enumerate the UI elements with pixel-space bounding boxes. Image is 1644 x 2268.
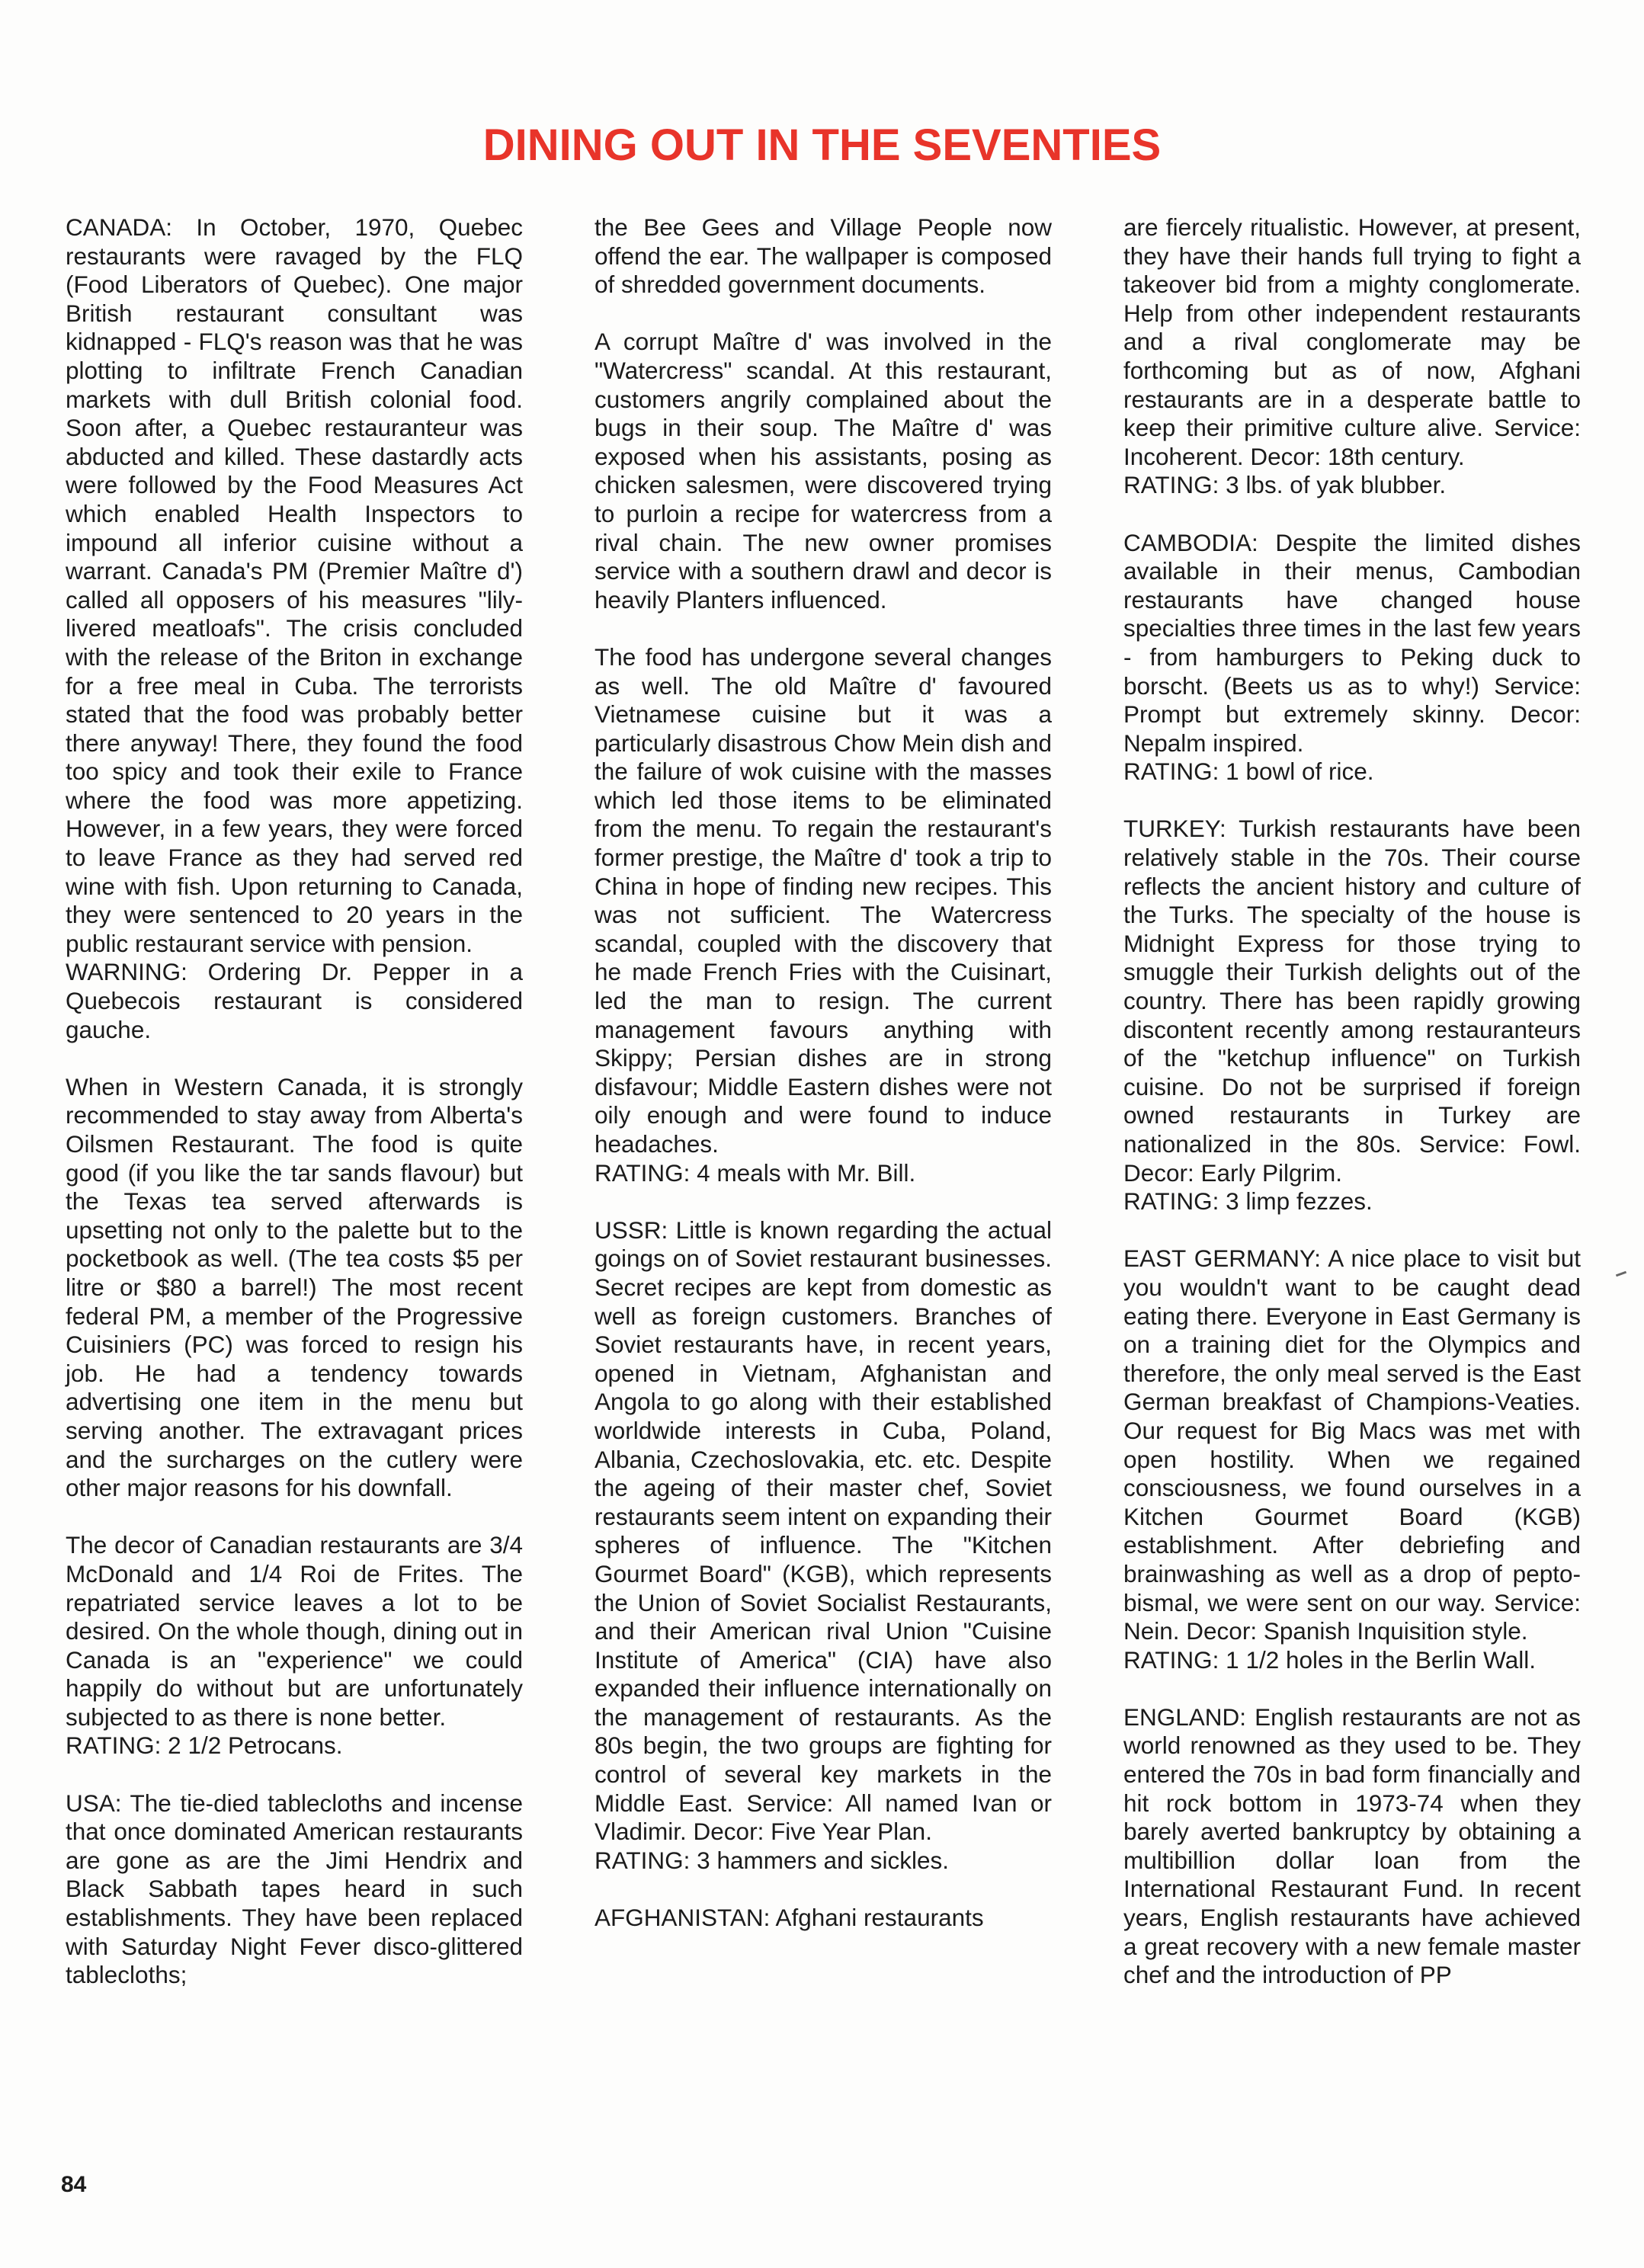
paragraph-western-canada: When in Western Canada, it is strongly recommended to stay away from Alberta's Oilsmen Restaurant. The food is quite good (if you like the tar sands flavour) but the Texas tea served afterwards is upsetting not only to the palette but to the pocketbook as well. (The tea costs $5 per litre or $80 a barrel!) The most recent federal PM, a member of the Progressive Cuisiniers (PC) was forced to resign his job. He had a tendency towards advertising one item in the menu but serving another. The extravagant prices and the surcharges on the cutlery were other major reasons for his downfall.: [66, 1072, 523, 1502]
paragraph-cambodia: CAMBODIA: Despite the limited dishes available in their menus, Cambodian restaurants have changed house specialties three times in the last few years - from hamburgers to Peking duck to borscht. (Beets us as to why!) Service: Prompt but extremely skinny. Decor: Nepalm inspired.: [1123, 528, 1581, 757]
article-title: DINING OUT IN THE SEVENTIES: [482, 120, 1162, 170]
page-number: 84: [61, 2172, 87, 2197]
paragraph-east-germany: EAST GERMANY: A nice place to visit but you wouldn't want to be caught dead eating there. Everyone in East Germany is on a training diet for the Olympics and therefore, the only meal served is the East German breakfast of Champions-Veaties. Our request for Big Macs was met with open hostility. When we regained consciousness, we found ourselves in a Kitchen Gourmet Board (KGB) establishment. After debriefing and brainwashing as well as a drop of pepto-bismal, we were sent on our way. Service: Nein. Decor: Spanish Inquisition style.: [1123, 1245, 1581, 1645]
rating-usa: RATING: 4 meals with Mr. Bill.: [594, 1158, 916, 1187]
paragraph-canada: CANADA: In October, 1970, Quebec restaurants were ravaged by the FLQ (Food Liberators of Quebec). One major British restaurant consultant was kidnapped - FLQ's reason was that he was plotting to infiltrate French Canadian markets with dull British colonial food. Soon after, a Quebec restauranteur was abducted and killed. These dastardly acts were followed by the Food Measures Act which enabled Health Inspectors to impound all inferior cuisine without a warrant. Canada's PM (Premier Maître d') called all opposers of his measures "lily-livered meatloafs". The crisis concluded with the release of the Briton in exchange for a free meal in Cuba. The terrorists stated that the food was probably better there anyway! There, they found the food too spicy and took their exile to France where the food was more appetizing. However, in a few years, they were forced to leave France as they had served red wine with fish. Upon returning to Canada, they were sentenced to 20 years in the public restaurant service with pension.: [66, 213, 523, 957]
paragraph-canada-warning: WARNING: Ordering Dr. Pepper in a Quebecois restaurant is considered gauche.: [66, 958, 523, 1043]
paragraph-usa: USA: The tie-died tablecloths and incense that once dominated American restaurants are gone as are the Jimi Hendrix and Black Sabbath tapes heard in such establishments. They have been replaced with Saturday Night Fever disco-glittered tablecloths;: [66, 1789, 523, 1989]
rating-cambodia: RATING: 1 bowl of rice.: [1123, 758, 1374, 786]
paragraph-afghanistan-continued: are fiercely ritualistic. However, at present, they have their hands full trying to fight a takeover bid from a mighty conglomerate. Help from other independent restaurants and a rival conglomerate may be forthcoming but as of now, Afghani restaurants are in a desperate battle to keep their primitive culture alive. Service: Incoherent. Decor: 18th century.: [1123, 213, 1581, 470]
text-column-3: [1123, 213, 1581, 2018]
text-column-1: [66, 213, 523, 2018]
text-column-2: [594, 213, 1052, 1961]
paragraph-afghanistan: AFGHANISTAN: Afghani restaurants: [594, 1904, 984, 1932]
paragraph-canada-decor: The decor of Canadian restaurants are 3/4 McDonald and 1/4 Roi de Frites. The repatriated service leaves a lot to be desired. On the whole though, dining out in Canada is an "experience" we could happily do without but are unfortunately subjected to as there is none better.: [66, 1531, 523, 1731]
paragraph-usa-food: The food has undergone several changes as well. The old Maître d' favoured Vietnamese cuisine but it was a particularly disastrous Chow Mein dish and the failure of wok cuisine with the masses which led those items to be eliminated from the menu. To regain the restaurant's former prestige, the Maître d' took a trip to China in hope of finding new recipes. This was not sufficient. The Watercress scandal, coupled with the discovery that he made French Fries with the Cuisinart, led the man to resign. The current management favours anything with Skippy; Persian dishes are in strong disfavour; Middle Eastern dishes were not oily enough and were found to induce headaches.: [594, 642, 1052, 1158]
rating-turkey: RATING: 3 limp fezzes.: [1123, 1187, 1373, 1216]
paragraph-england: ENGLAND: English restaurants are not as world renowned as they used to be. They entered the 70s in bad form financially and hit rock bottom in 1973-74 when they barely averted bankruptcy by obtaining a multibillion dollar loan from the International Restaurant Fund. In recent years, English restaurants have achieved a great recovery with a new female master chef and the introduction of PP: [1123, 1703, 1581, 1989]
rating-ussr: RATING: 3 hammers and sickles.: [594, 1846, 950, 1874]
rating-east-germany: RATING: 1 1/2 holes in the Berlin Wall.: [1123, 1645, 1536, 1674]
paragraph-turkey: TURKEY: Turkish restaurants have been relatively stable in the 70s. Their course reflects the ancient history and culture of the Turks. The specialty of the house is Midnight Express for those trying to smuggle their Turkish delights out of the country. There has been rapidly growing discontent recently among restauranteurs of the "ketchup influence" on Turkish cuisine. Do not be surprised if foreign owned restaurants in Turkey are nationalized in the 80s. Service: Fowl. Decor: Early Pilgrim.: [1123, 815, 1581, 1187]
paragraph-ussr: USSR: Little is known regarding the actual goings on of Soviet restaurant businesses. Secret recipes are kept from domestic as well as foreign customers. Branches of Soviet restaurants have, in recent years, opened in Vietnam, Afghanistan and Angola to go along with their established worldwide interests in Cuba, Poland, Albania, Czechoslovakia, etc. etc. Despite the ageing of their master chef, Soviet restaurants seem intent on expanding their spheres of influence. The "Kitchen Gourmet Board" (KGB), which represents the Union of Soviet Socialist Restaurants, and their American rival Union "Cuisine Institute of America" (CIA) have also expanded their influence internationally on the management of restaurants. As the 80s begin, the two groups are fighting for control of several key markets in the Middle East. Service: All named Ivan or Vladimir. Decor: Five Year Plan.: [594, 1216, 1052, 1846]
rating-canada: RATING: 2 1/2 Petrocans.: [66, 1731, 343, 1760]
paragraph-usa-continued: the Bee Gees and Village People now offend the ear. The wallpaper is composed of shredded government documents.: [594, 213, 1052, 299]
paragraph-watercress: A corrupt Maître d' was involved in the "Watercress" scandal. At this restaurant, customers angrily complained about the bugs in their soup. The Maître d' was exposed when his assistants, posing as chicken salesmen, were discovered trying to purloin a recipe for watercress from a rival chain. The new owner promises service with a southern drawl and decor is heavily Planters influenced.: [594, 328, 1052, 613]
rating-afghanistan: RATING: 3 lbs. of yak blubber.: [1123, 471, 1447, 499]
print-mark: [1616, 1271, 1626, 1277]
